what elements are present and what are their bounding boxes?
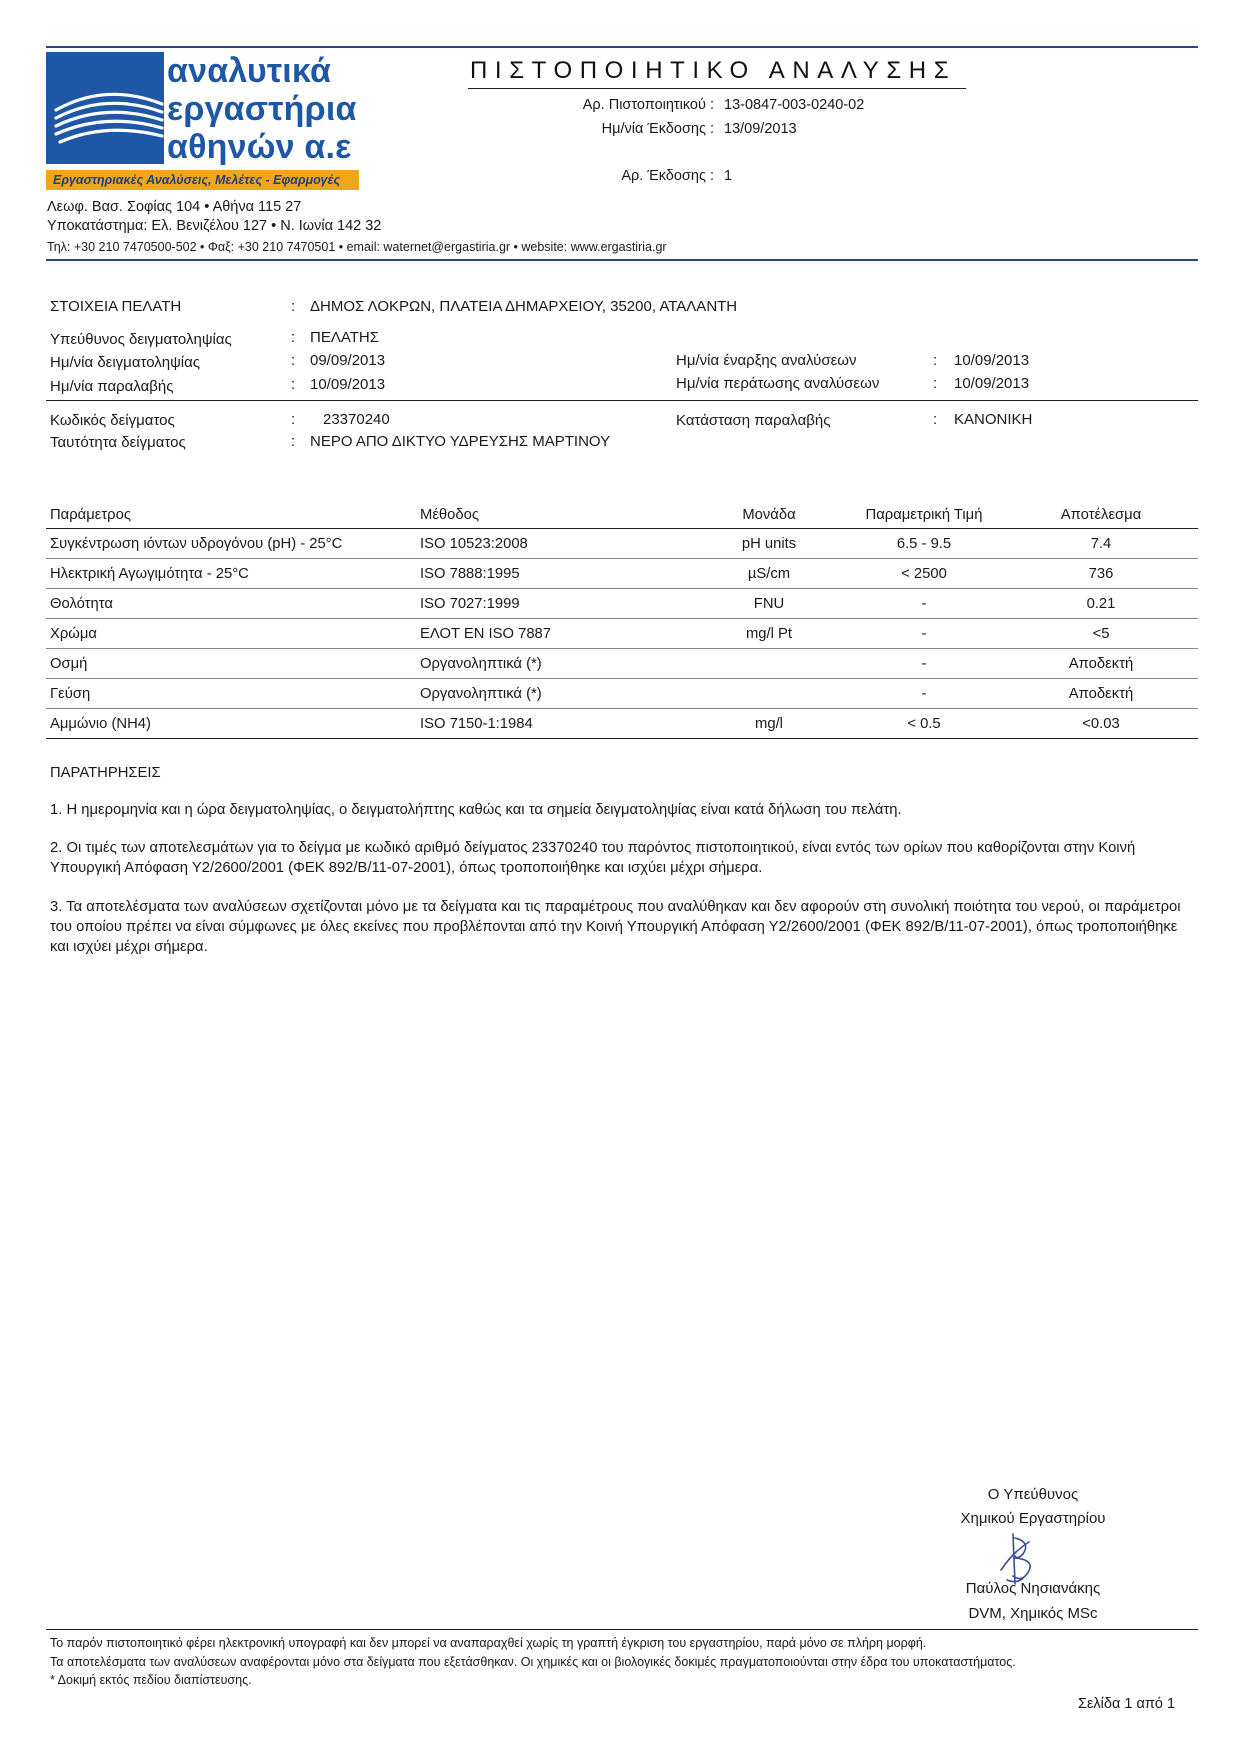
client-value: ΔΗΜΟΣ ΛΟΚΡΩΝ, ΠΛΑΤΕΙΑ ΔΗΜΑΡΧΕΙΟΥ, 35200, ΑΤΑΛΑΝΤΗ bbox=[310, 298, 738, 315]
limit-cell: - bbox=[844, 649, 1004, 679]
footer-note-1: Το παρόν πιστοποιητικό φέρει ηλεκτρονική υπογραφή και δεν μπορεί να αναπαραχθεί χωρίς τη γραπτή έγκριση του εργαστηρίου, παρά μόνο σε πλήρη μορφή. bbox=[50, 1636, 927, 1650]
parameter-cell: Χρώμα bbox=[46, 619, 416, 649]
column-header: Μονάδα bbox=[694, 493, 844, 529]
contact-line: Τηλ: +30 210 7470500-502 • Φαξ: +30 210 7470501 • email: waternet@ergastiria.gr • website: www.ergastiria.gr bbox=[47, 240, 667, 254]
unit-cell: mg/l bbox=[694, 709, 844, 739]
result-cell: <5 bbox=[1004, 619, 1198, 649]
footer-note-3: * Δοκιμή εκτός πεδίου διαπίστευσης. bbox=[50, 1673, 252, 1687]
unit-cell bbox=[694, 649, 844, 679]
client-label: ΣΤΟΙΧΕΙΑ ΠΕΛΑΤΗ bbox=[50, 298, 182, 315]
unit-cell: pH units bbox=[694, 529, 844, 559]
signatory-role-1: Ο Υπεύθυνος bbox=[987, 1486, 1079, 1503]
colon: : bbox=[933, 352, 938, 369]
limit-cell: < 2500 bbox=[844, 559, 1004, 589]
result-cell: 736 bbox=[1004, 559, 1198, 589]
client-divider bbox=[46, 400, 1198, 401]
analysis-end-label: Ημ/νία περάτωσης αναλύσεων bbox=[676, 375, 880, 392]
signatory-role-2: Χημικού Εργαστηρίου bbox=[960, 1510, 1106, 1527]
colon: : bbox=[291, 411, 296, 428]
result-cell: Αποδεκτή bbox=[1004, 649, 1198, 679]
sample-code-label: Κωδικός δείγματος bbox=[50, 412, 175, 429]
address-line-1: Λεωφ. Βασ. Σοφίας 104 • Αθήνα 115 27 bbox=[47, 199, 302, 215]
table-row bbox=[46, 619, 1198, 649]
logo-tagline: Εργαστηριακές Αναλύσεις, Μελέτες - Εφαρμογές bbox=[46, 170, 359, 190]
analysis-start-label: Ημ/νία έναρξης αναλύσεων bbox=[676, 352, 857, 369]
issue-date: 13/09/2013 bbox=[724, 121, 797, 137]
receipt-date-label: Ημ/νία παραλαβής bbox=[50, 378, 174, 395]
receipt-status-label: Κατάσταση παραλαβής bbox=[676, 412, 831, 429]
address-line-2: Υποκατάστημα: Ελ. Βενιζέλου 127 • Ν. Ιωνία 142 32 bbox=[47, 218, 382, 234]
table-row bbox=[46, 649, 1198, 679]
header-bottom-rule bbox=[46, 259, 1198, 261]
column-header: Μέθοδος bbox=[416, 493, 694, 529]
analysis-start-date: 10/09/2013 bbox=[954, 352, 1030, 369]
unit-cell bbox=[694, 679, 844, 709]
sampler-label: Υπεύθυνος δειγματοληψίας bbox=[50, 331, 232, 348]
method-cell: ISO 10523:2008 bbox=[416, 529, 694, 559]
title-underline bbox=[468, 88, 966, 89]
colon: : bbox=[933, 411, 938, 428]
table-row bbox=[46, 559, 1198, 589]
colon: : bbox=[291, 352, 296, 369]
unit-cell: FNU bbox=[694, 589, 844, 619]
sampling-date-label: Ημ/νία δειγματοληψίας bbox=[50, 354, 201, 371]
result-cell: <0.03 bbox=[1004, 709, 1198, 739]
analysis-end-date: 10/09/2013 bbox=[954, 375, 1030, 392]
result-cell: 0.21 bbox=[1004, 589, 1198, 619]
receipt-date: 10/09/2013 bbox=[310, 376, 386, 393]
footer-note-2: Τα αποτελέσματα των αναλύσεων αναφέρονται μόνο στα δείγματα που εξετάσθηκαν. Οι χημικές και οι βιολογικές δοκιμές πραγματοποιούνται στην έδρα του υποκαταστήματος. bbox=[50, 1655, 1016, 1669]
logo-line-1: αναλυτικά bbox=[167, 52, 332, 90]
remark-3: 3. Τα αποτελέσματα των αναλύσεων σχετίζονται μόνο με τα δείγματα και τις παραμέτρους που αναλύθηκαν και δεν αφορούν στη συνολική ποιότητα του νερού, οι παράμετροι του οποίου πρέπει να είναι σύμφωνες με όλες εκείνες που προβλέπονται από την Κοινή Υπουργική Απόφαση Υ2/2600/2001 (ΦΕΚ 892/Β/11-07-2001), όπως τροποποιήθηκε και ισχύει μέχρι σήμερα. bbox=[50, 899, 1181, 955]
result-cell: Αποδεκτή bbox=[1004, 679, 1198, 709]
top-rule bbox=[46, 46, 1198, 48]
unit-cell: µS/cm bbox=[694, 559, 844, 589]
colon: : bbox=[291, 376, 296, 393]
method-cell: ISO 7027:1999 bbox=[416, 589, 694, 619]
page-title: ΠΙΣΤΟΠΟΙΗΤΙΚΟ ΑΝΑΛΥΣΗΣ bbox=[470, 57, 957, 84]
results-table bbox=[46, 493, 1198, 739]
parameter-cell: Αμμώνιο (NH4) bbox=[46, 709, 416, 739]
receipt-status: ΚΑΝΟΝΙΚΗ bbox=[954, 411, 1033, 428]
column-header: Παράμετρος bbox=[46, 493, 416, 529]
logo-line-2: εργαστήρια bbox=[167, 90, 357, 128]
limit-cell: 6.5 - 9.5 bbox=[844, 529, 1004, 559]
table-header-row bbox=[46, 493, 1198, 529]
table-row bbox=[46, 709, 1198, 739]
colon: : bbox=[291, 329, 296, 346]
issue-number-label: Αρ. Έκδοσης : bbox=[621, 168, 714, 184]
sampler-value: ΠΕΛΑΤΗΣ bbox=[310, 329, 380, 346]
cert-number: 13-0847-003-0240-02 bbox=[724, 97, 865, 113]
footer-rule bbox=[46, 1629, 1198, 1630]
issue-number: 1 bbox=[724, 168, 733, 184]
sample-id-label: Ταυτότητα δείγματος bbox=[50, 434, 186, 451]
parameter-cell: Συγκέντρωση ιόντων υδρογόνου (pH) - 25°C bbox=[46, 529, 416, 559]
logo-mark bbox=[46, 52, 164, 164]
limit-cell: - bbox=[844, 619, 1004, 649]
colon: : bbox=[933, 375, 938, 392]
sampling-date: 09/09/2013 bbox=[310, 352, 386, 369]
page-number: Σελίδα 1 από 1 bbox=[1078, 1696, 1176, 1712]
limit-cell: - bbox=[844, 679, 1004, 709]
limit-cell: - bbox=[844, 589, 1004, 619]
method-cell: Οργανοληπτικά (*) bbox=[416, 649, 694, 679]
parameter-cell: Οσμή bbox=[46, 649, 416, 679]
colon: : bbox=[291, 433, 296, 450]
method-cell: Οργανοληπτικά (*) bbox=[416, 679, 694, 709]
issue-date-label: Ημ/νία Έκδοσης : bbox=[601, 121, 714, 137]
column-header: Αποτέλεσμα bbox=[1004, 493, 1198, 529]
colon: : bbox=[291, 298, 296, 315]
signatory-name: Παύλος Νησιανάκης bbox=[965, 1580, 1101, 1597]
signatory-title: DVM, Χημικός MSc bbox=[968, 1605, 1098, 1622]
cert-number-label: Αρ. Πιστοποιητικού : bbox=[582, 97, 714, 113]
parameter-cell: Ηλεκτρική Αγωγιμότητα - 25°C bbox=[46, 559, 416, 589]
table-row bbox=[46, 529, 1198, 559]
unit-cell: mg/l Pt bbox=[694, 619, 844, 649]
method-cell: ISO 7888:1995 bbox=[416, 559, 694, 589]
company-logo bbox=[46, 52, 360, 170]
logo-line-3: αθηνών α.ε bbox=[167, 128, 352, 166]
parameter-cell: Γεύση bbox=[46, 679, 416, 709]
table-row bbox=[46, 589, 1198, 619]
sample-code: 23370240 bbox=[323, 411, 390, 428]
limit-cell: < 0.5 bbox=[844, 709, 1004, 739]
result-cell: 7.4 bbox=[1004, 529, 1198, 559]
remark-1: 1. Η ημερομηνία και η ώρα δειγματοληψίας, ο δειγματολήπτης καθώς και τα σημεία δειγματοληψίας είναι κατά δήλωση του πελάτη. bbox=[50, 802, 902, 818]
parameter-cell: Θολότητα bbox=[46, 589, 416, 619]
method-cell: ISO 7150-1:1984 bbox=[416, 709, 694, 739]
column-header: Παραμετρική Τιμή bbox=[844, 493, 1004, 529]
remarks-title: ΠΑΡΑΤΗΡΗΣΕΙΣ bbox=[50, 765, 161, 781]
table-row bbox=[46, 679, 1198, 709]
method-cell: ΕΛΟΤ ΕΝ ISO 7887 bbox=[416, 619, 694, 649]
sample-id: ΝΕΡΟ ΑΠΟ ΔΙΚΤΥΟ ΥΔΡΕΥΣΗΣ ΜΑΡΤΙΝΟΥ bbox=[310, 433, 611, 450]
remark-2: 2. Οι τιμές των αποτελεσμάτων για το δείγμα με κωδικό αριθμό δείγματος 23370240 του παρόντος πιστοποιητικού, είναι εντός των ορίων που καθορίζονται στην Κοινή Υπουργική Απόφαση Υ2/2600/2001 (ΦΕΚ 892/Β/11-07-2001), όπως τροποποιήθηκε και ισχύει μέχρι σήμερα. bbox=[50, 840, 1136, 876]
